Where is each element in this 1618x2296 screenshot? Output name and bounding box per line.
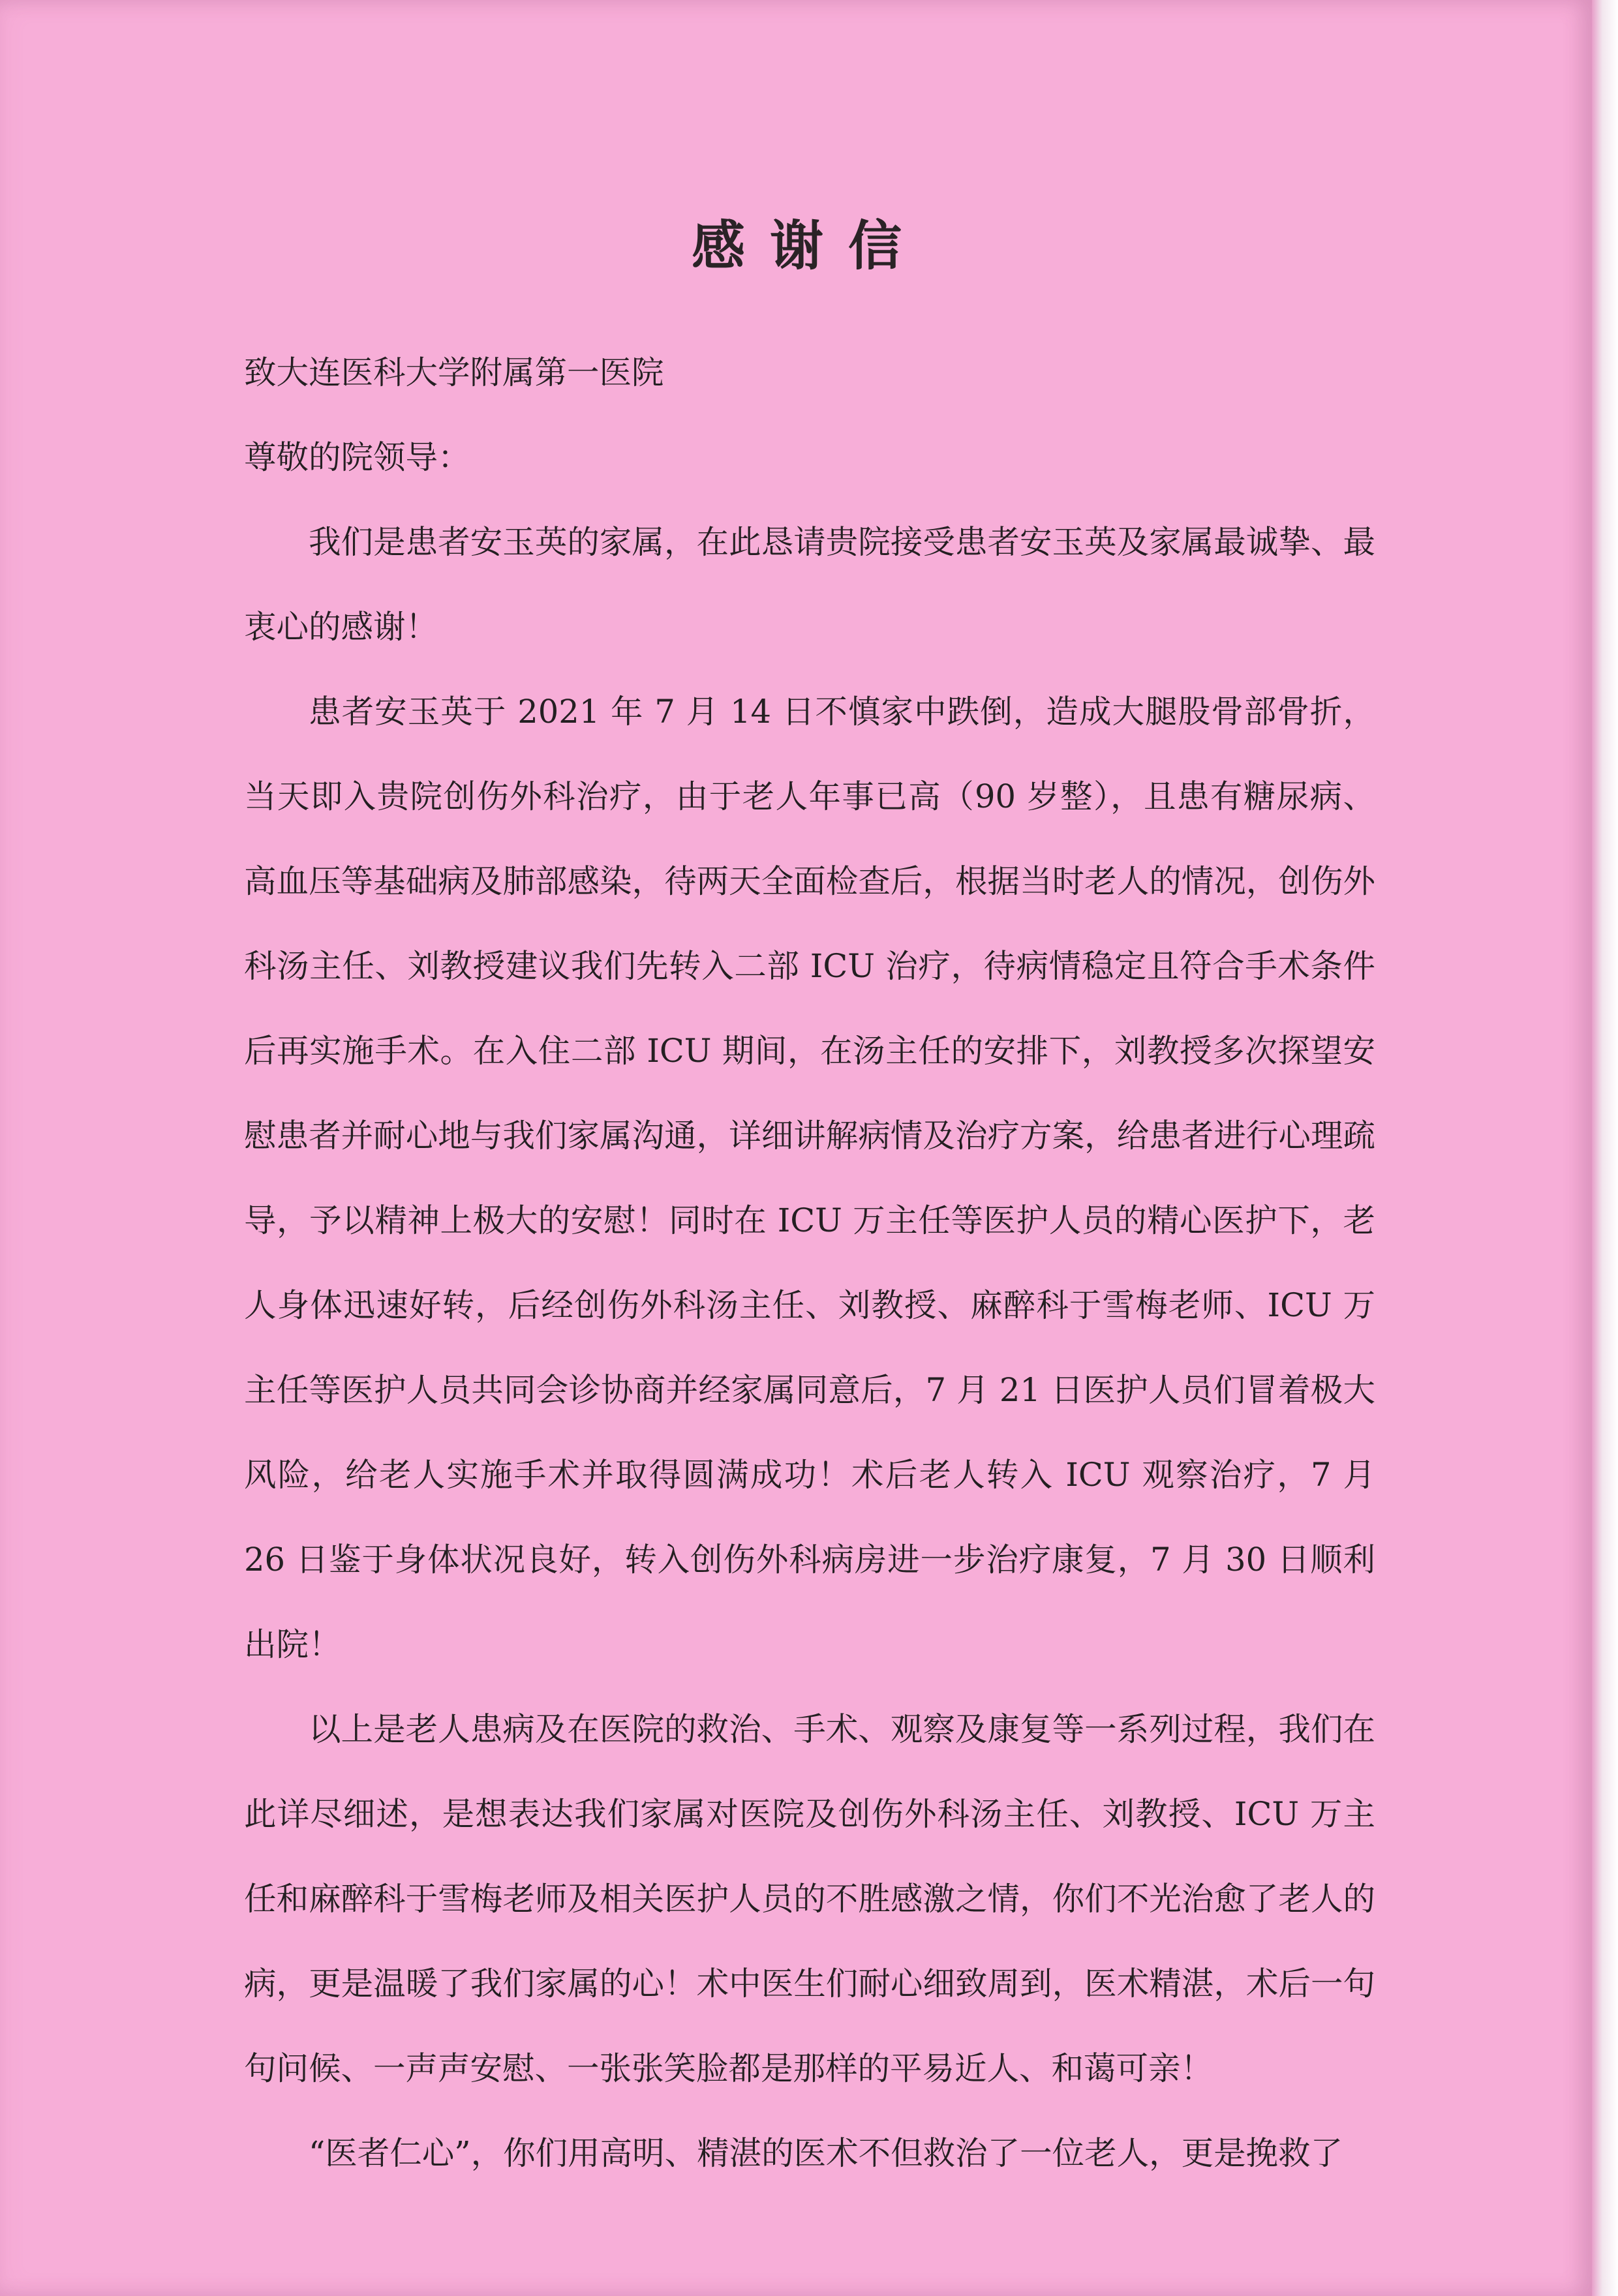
addressee-line: 致大连医科大学附属第一医院 — [244, 354, 664, 391]
salutation-line: 尊敬的院领导： — [244, 438, 470, 476]
letter-body — [244, 330, 1375, 2196]
paper-edge — [1592, 0, 1618, 2296]
paragraph-1: 我们是患者安玉英的家属，在此恳请贵院接受患者安玉英及家属最诚挚、最衷心的感谢！ — [244, 523, 1375, 646]
letter-title: 感谢信 — [691, 215, 926, 277]
paragraph-3: 以上是老人患病及在医院的救治、手术、观察及康复等一系列过程，我们在此详尽细述，是想表达我们家属对医院及创伤外科汤主任、刘教授、ICU 万主任和麻醉科于雪梅老师及相关医护人员的不胜感激之情，你们不光治愈了老人的病，更是温暖了我们家属的心！术中医生们耐心细致周到，医术精湛，术后一句句问候、一声声安慰、一张张笑脸都是那样的平易近人、和蔼可亲！ — [244, 1710, 1375, 2087]
paragraph-4: “医者仁心”，你们用高明、精湛的医术不但救治了一位老人，更是挽救了 — [309, 2134, 1343, 2172]
paragraph-2: 患者安玉英于 2021 年 7 月 14 日不慎家中跌倒，造成大腿股骨部骨折，当天即入贵院创伤外科治疗，由于老人年事已高（90 岁整），且患有糖尿病、高血压等基础病及肺部感染，待两天全面检查后，根据当时老人的情况，创伤外科汤主任、刘教授建议我们先转入二部 ICU 治疗，待病情稳定且符合手术条件后再实施手术。在入住二部 ICU 期间，在汤主任的安排下，刘教授多次探望安慰患者并耐心地与我们家属沟通，详细讲解病情及治疗方案，给患者进行心理疏导，予以精神上极大的安慰！同时在 ICU 万主任等医护人员的精心医护下，老人身体迅速好转，后经创伤外科汤主任、刘教授、麻醉科于雪梅老师、ICU 万主任等医护人员共同会诊协商并经家属同意后，7 月 21 日医护人员们冒着极大风险，给老人实施手术并取得圆满成功！术后老人转入 ICU 观察治疗，7 月 26 日鉴于身体状况良好，转入创伤外科病房进一步治疗康复，7 月 30 日顺利出院！ — [244, 693, 1375, 1663]
